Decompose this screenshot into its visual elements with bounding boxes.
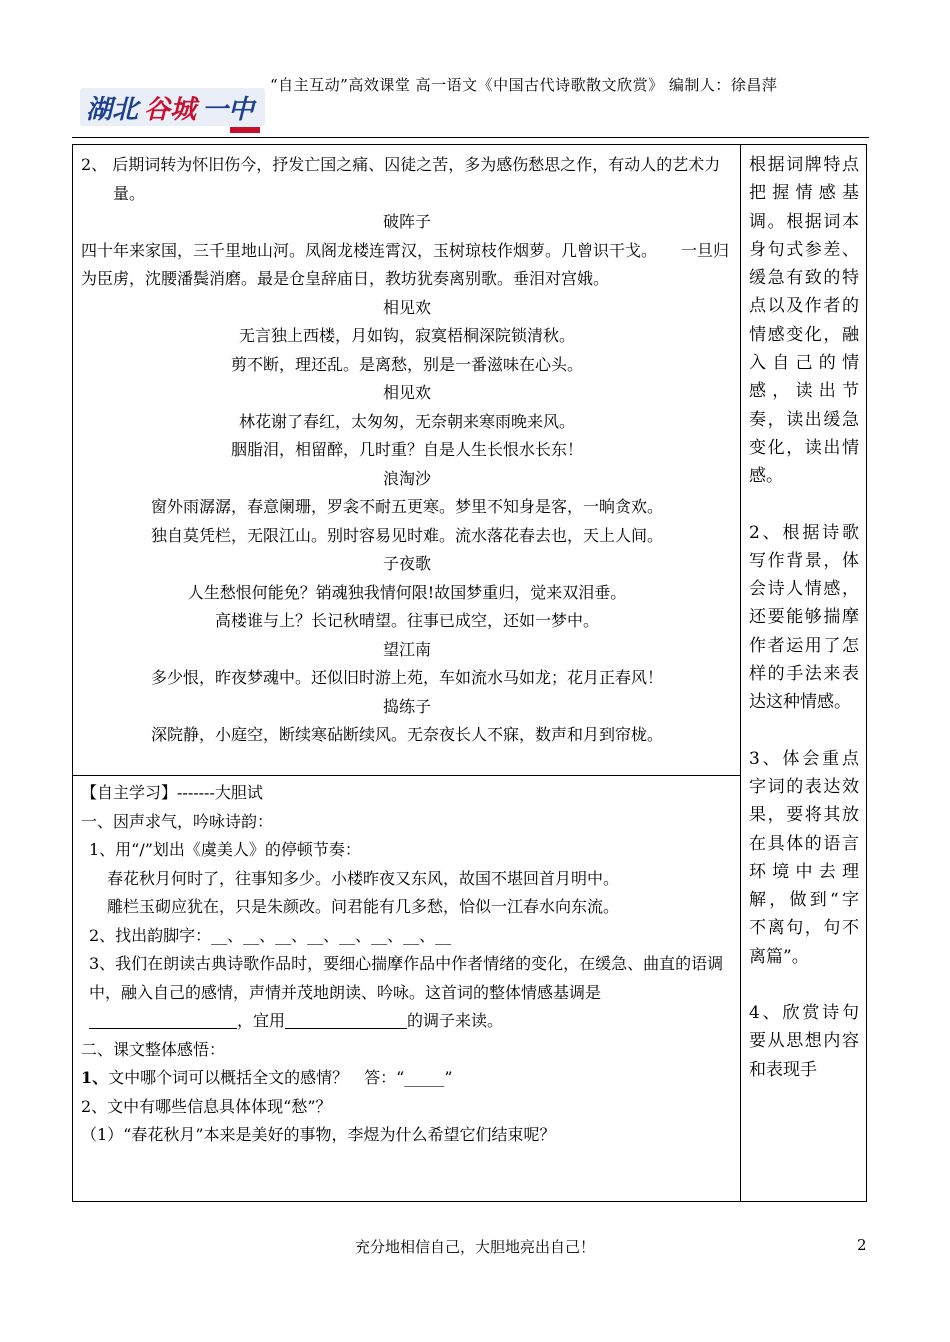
column-divider [740, 145, 741, 1201]
question-b1-number: 1、 [81, 1068, 109, 1087]
footer-motto: 充分地相信自己，大胆地亮出自己！ [354, 1238, 595, 1256]
school-logo [80, 80, 270, 140]
poem-line: 高楼谁与上？长记秋晴望。往事已成空，还如一梦中。 [214, 611, 599, 630]
header-rule [72, 137, 869, 138]
poem-title: 捣练子 [382, 696, 431, 716]
section-heading: 【自主学习】-------大胆试 [81, 783, 263, 802]
question-1: 1、用“/”划出《虞美人》的停顿节奏： [89, 840, 361, 859]
poem-title: 相见欢 [382, 383, 431, 402]
document-header: “自主互动”高效课堂 高一语文《中国古代诗歌散文欣赏》 编制人：徐昌萍 [270, 76, 778, 94]
poem-line: 雕栏玉砌应犹在，只是朱颜改。问君能有几多愁，恰似一江春水向东流。 [107, 897, 620, 916]
page-number: 2 [857, 1236, 867, 1254]
row-divider [73, 775, 741, 776]
poem-line: 深院静，小庭空，断续寒砧断续风。无奈夜长人不寐，数声和月到帘栊。 [150, 725, 663, 744]
self-study-section [81, 779, 733, 1150]
part-title: 二、课文整体感悟： [81, 1039, 226, 1059]
question-3-end: 的调子来读。 [407, 1011, 504, 1030]
poem-line: 林花谢了春红，太匆匆，无奈朝来寒雨晚来风。 [238, 411, 575, 431]
intro-text: 2、 后期词转为怀旧伤今，抒发亡国之痛、囚徒之苦，多为感伤愁思之作，有动人的艺术力量。 [81, 155, 721, 203]
question-b1 [81, 1064, 733, 1093]
poem-line: 无言独上西楼，月如钩，寂寞梧桐深院锁清秋。 [238, 326, 575, 345]
answer-blank[interactable]: _____ [404, 1068, 445, 1087]
question-b1-end: ” [444, 1068, 453, 1087]
poem-line: 窗外雨潺潺，春意阑珊，罗衾不耐五更寒。梦里不知身是客，一晌贪欢。 [150, 497, 663, 516]
poem-title: 望江南 [382, 639, 431, 659]
lesson-table [72, 144, 867, 1202]
question-b1-text: 文中哪个词可以概括全文的感情？ 答：“ [108, 1068, 405, 1087]
poem-line: 多少恨，昨夜梦魂中。还似旧时游上苑，车如流水马如龙；花月正春风！ [150, 668, 663, 687]
question-2: 2、找出韵脚字：__、__、__、__、__、__、__、__ [89, 925, 452, 945]
poem-line: 春花秋月何时了，往事知多少。小楼昨夜又东风，故国不堪回首月明中。 [107, 868, 620, 888]
answer-blank[interactable] [89, 1010, 237, 1029]
tip-note: 4、欣赏诗句要从思想内容和表现手 [749, 1003, 859, 1080]
poems-section [81, 151, 733, 750]
poem-title: 子夜歌 [382, 554, 431, 573]
part-title: 一、因声求气，吟咏诗韵： [81, 811, 274, 831]
poem-line: 独自莫凭栏，无限江山。别时容易见时难。流水落花春去也，天上人间。 [150, 525, 663, 545]
question-3 [81, 950, 733, 1036]
poem-line: 胭脂泪，相留醉，几时重？自是人生长恨水长东！ [230, 440, 583, 459]
poem-title: 相见欢 [382, 297, 431, 317]
tip-note: 2、根据诗歌写作背景，体会诗人情感，还要能够揣摩作者运用了怎样的手法来表达这种情感。 [749, 522, 859, 713]
tip-note: 3、体会重点字词的表达效果，要将其放在具体的语言环境中去理解，做到“字不离句，句不离篇”。 [749, 748, 859, 967]
poem-line: 剪不断，理还乱。是离愁，别是一番滋味在心头。 [230, 354, 583, 374]
poem-line: 人生愁恨何能免？销魂独我情何限!故国梦重归，觉来双泪垂。 [187, 582, 627, 602]
question-3-text: 3、我们在朗读古典诗歌作品时，要细心揣摩作品中作者情绪的变化，在缓急、曲直的语调中，融入自己的感情，声情并茂地朗读、吟咏。这首词的整体情感基调是 [89, 954, 724, 1002]
svg-text:谷城: 谷城 [144, 95, 197, 125]
poem-line: 四十年来家国，三千里地山河。凤阁龙楼连霄汉，玉树琼枝作烟萝。几曾识干戈。 一旦归为臣虏，沈腰潘鬓消磨。最是仓皇辞庙日，教坊犹奏离别歌。垂泪对宫娥。 [81, 240, 730, 288]
question-3-mid: ，宜用 [237, 1011, 286, 1030]
tip-note: 根据词牌特点把握情感基调。根据词本身句式参差、缓急有致的特点以及作者的情感变化，融入自己的情感，读出节奏，读出缓急变化，读出情感。 [749, 155, 859, 487]
poem-title: 浪淘沙 [382, 468, 431, 488]
study-tips-column [749, 151, 859, 1084]
poem-title: 破阵子 [382, 212, 431, 231]
question-b2: 2、文中有哪些信息具体体现“愁”？ [81, 1096, 332, 1116]
svg-text:一中: 一中 [202, 95, 255, 125]
answer-blank[interactable] [285, 1010, 407, 1029]
svg-text:湖北: 湖北 [86, 95, 139, 125]
question-b2-1: （1）“春花秋月”本来是美好的事物，李煜为什么希望它们结束呢？ [81, 1125, 556, 1144]
